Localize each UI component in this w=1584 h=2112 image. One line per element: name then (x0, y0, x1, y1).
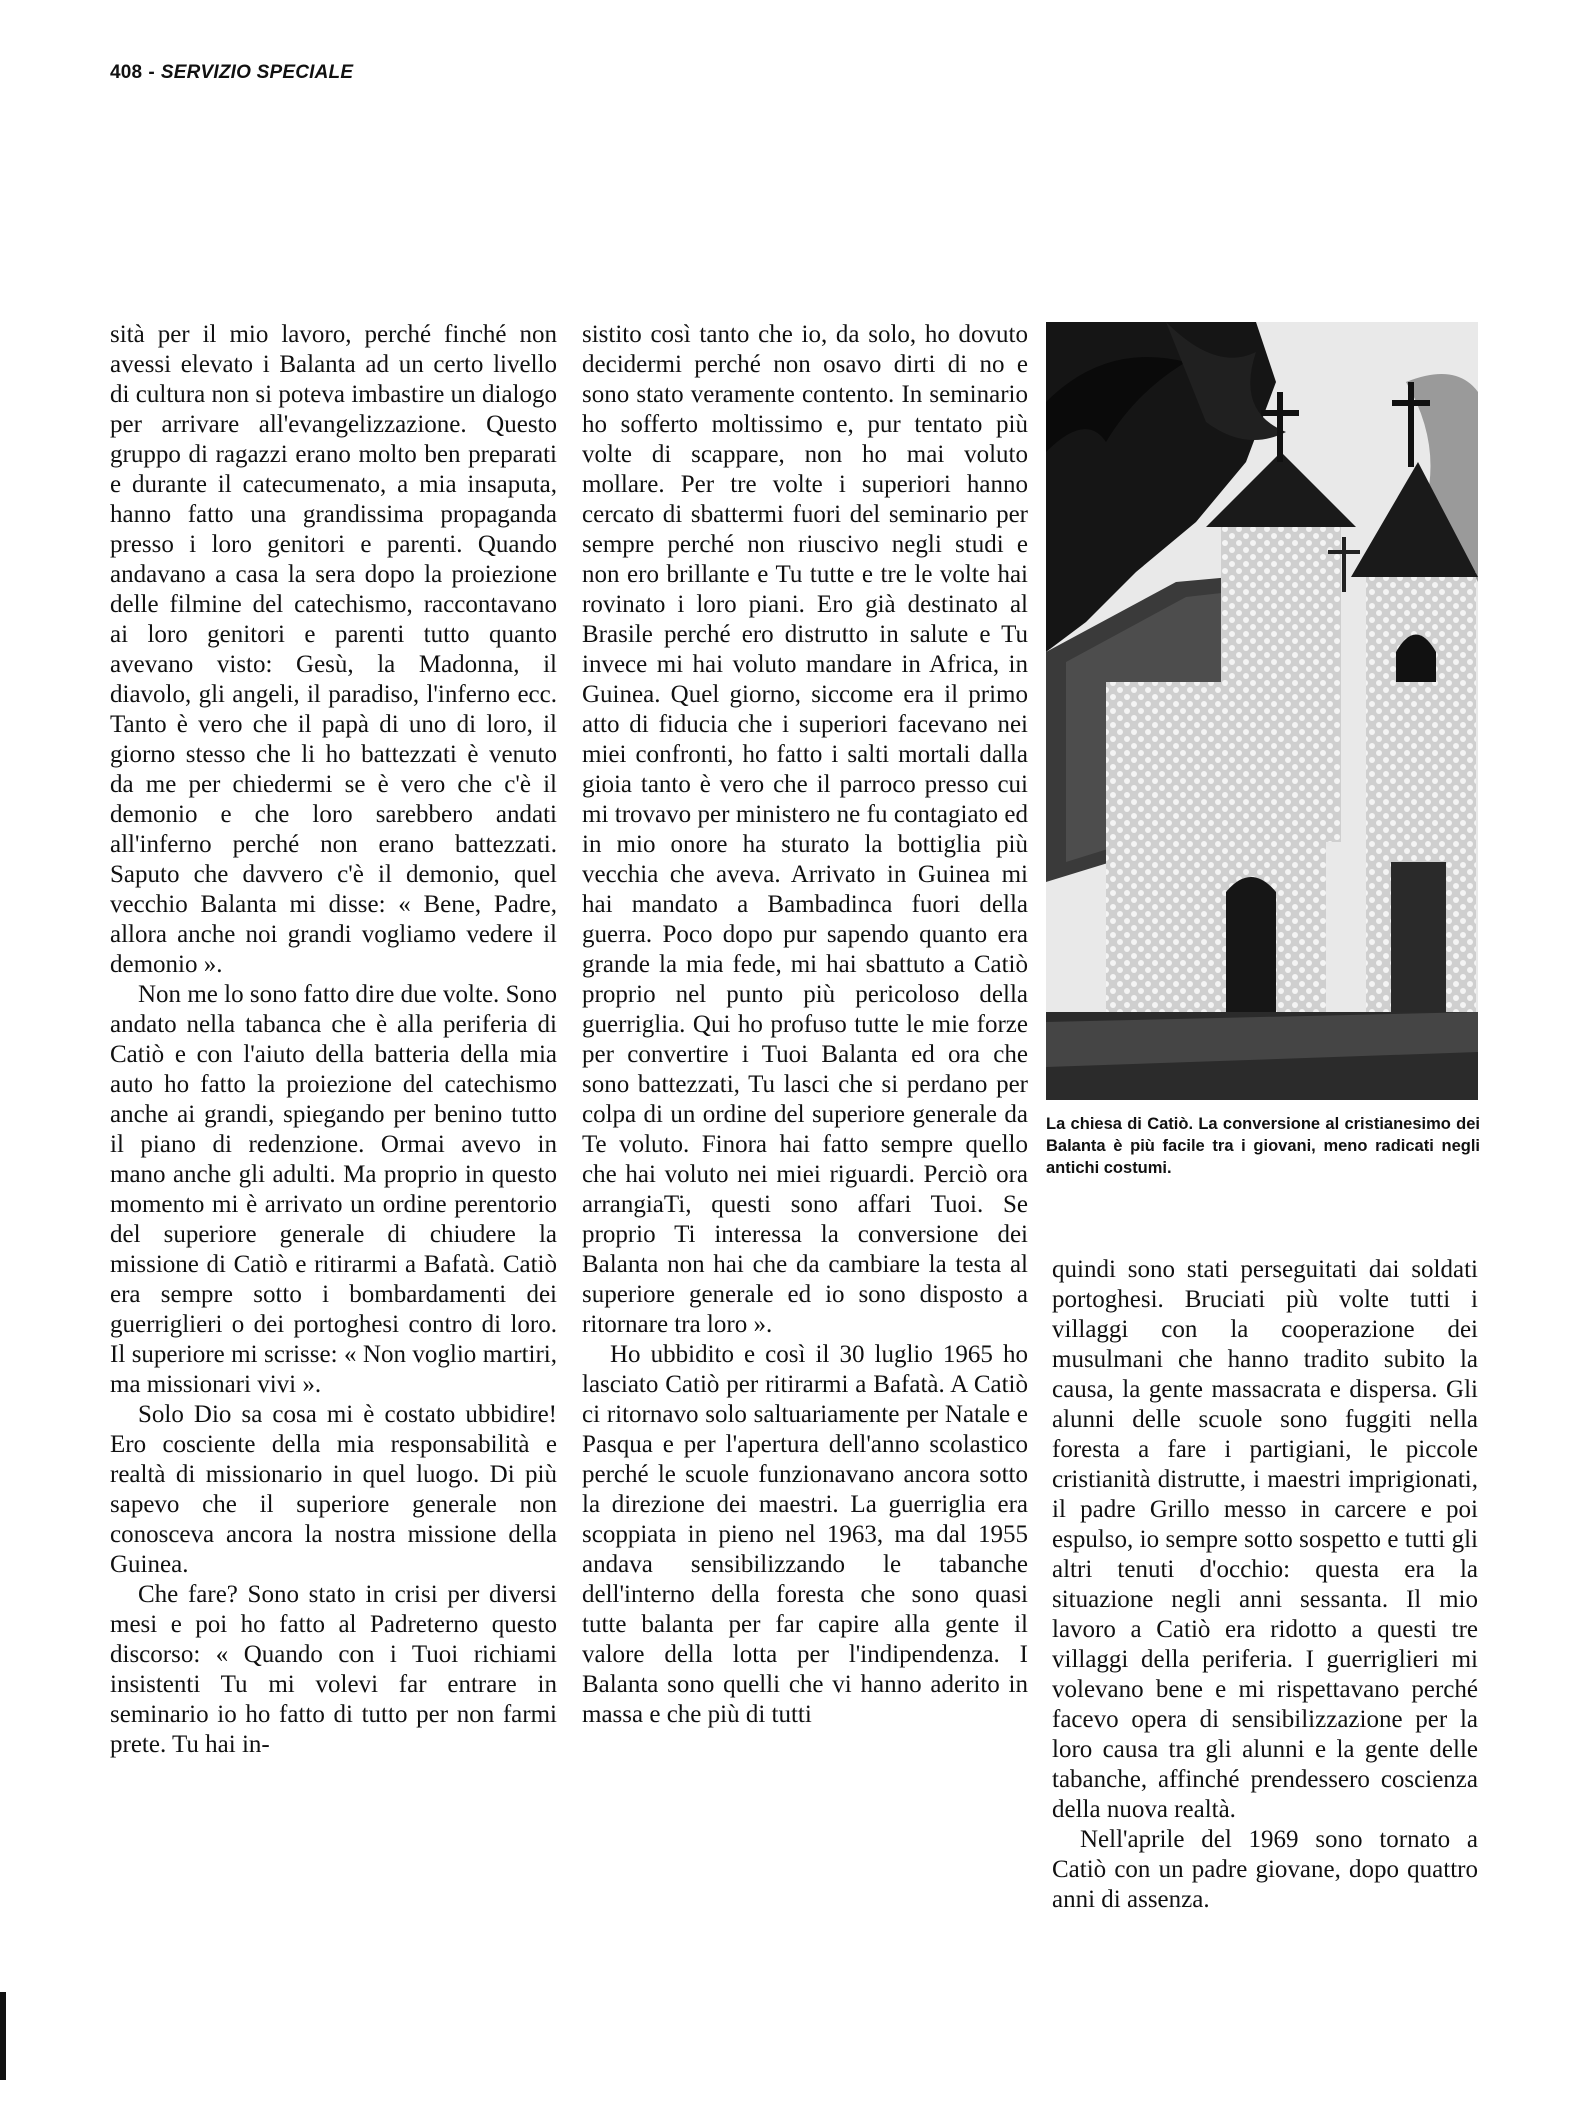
paragraph: Che fare? Sono stato in crisi per diversi mesi e poi ho fatto al Padreterno questo discorso: « Quando con i Tuoi richiami insistenti Tu mi volevi far entrare in seminario io ho fatto di tutto per non farmi prete. Tu hai in- (110, 1581, 557, 1758)
church-photo (1046, 322, 1478, 1100)
page-number: 408 (110, 62, 143, 83)
paragraph: Solo Dio sa cosa mi è costato ubbidire! Ero cosciente della mia responsabilità e realtà di missionario in quel luogo. Di più sapevo che il superiore generale non conosceva ancora la nostra missione della Guinea. (110, 1401, 557, 1578)
header-separator: - (148, 62, 155, 83)
text-column-2 (582, 320, 1028, 1730)
text-column-1 (110, 320, 557, 1760)
paragraph: quindi sono stati perseguitati dai soldati portoghesi. Bruciati più volte tutti i villaggi con la cooperazione dei musulmani che hanno tradito subito la causa, la gente massacrata e dispersa. Gli alunni delle scuole sono fuggiti nella foresta a fare i partigiani, le piccole cristianità distrutte, i maestri imprigionati, il padre Grillo messo in carcere e poi espulso, io sempre sotto sospetto e tutti gli altri tenuti d'occhio: questa era la situazione negli anni sessanta. Il mio lavoro a Catiò era ridotto a questi tre villaggi della periferia. I guerriglieri mi volevano bene e mi rispettavano perché facevo opera di sensibilizzazione per la loro causa tra gli alunni e la gente delle tabanche, affinché prendessero coscienza della nuova realtà. (1052, 1256, 1478, 1823)
paragraph: Non me lo sono fatto dire due volte. Sono andato nella tabanca che è alla periferia di Catiò e con l'aiuto della batteria della mia auto ho fatto la proiezione del catechismo anche ai grandi, spiegando per benino tutto il piano di redenzione. Ormai avevo in mano anche gli adulti. Ma proprio in questo momento mi è arrivato un ordine perentorio del superiore generale di chiudere la missione di Catiò e ritirarmi a Bafatà. Catiò era sempre sotto i bombardamenti dei guerriglieri o dei portoghesi contro di loro. Il superiore mi scrisse: « Non voglio martiri, ma missionari vivi ». (110, 981, 557, 1398)
paragraph: Nell'aprile del 1969 sono tornato a Catiò con un padre giovane, dopo quattro anni di assenza. (1052, 1826, 1478, 1913)
paragraph: sistito così tanto che io, da solo, ho dovuto decidermi perché non osavo dirti di no e sono stato veramente contento. In seminario ho sofferto moltissimo e, pur tentato più volte di scappare, non ho mai voluto mollare. Per tre volte i superiori hanno cercato di sbattermi fuori del seminario per sempre perché non riuscivo negli studi e non ero brillante e Tu tutte e tre le volte hai rovinato i loro piani. Ero già destinato al Brasile perché ero distrutto in salute e Tu invece mi hai voluto mandare in Africa, in Guinea. Quel giorno, siccome era il primo atto di fiducia che i superiori facevano nei miei confronti, ho fatto i salti mortali dalla gioia tanto è vero che il parroco presso cui mi trovavo per ministero ne fu contagiato ed in mio onore ha sturato la bottiglia più vecchia che aveva. Arrivato in Guinea mi hai mandato a Bambadinca fuori della guerra. Poco dopo pur sapendo quanto era grande la mia fede, mi hai sbattuto a Catiò proprio nel punto più pericoloso della guerriglia. Qui ho profuso tutte le mie forze per convertire i Tuoi Balanta ed ora che sono battezzati, Tu lasci che si perdano per colpa di un ordine del superiore generale da Te voluto. Finora hai fatto sempre quello che hai voluto nei miei riguardi. Perciò ora arrangiaTi, questi sono affari Tuoi. Se proprio Ti interessa la conversione dei Balanta non hai che da cambiare la testa al superiore generale ed io sono disposto a ritornare tra loro ». (582, 321, 1028, 1338)
paragraph: Ho ubbidito e così il 30 luglio 1965 ho lasciato Catiò per ritirarmi a Bafatà. A Catiò ci ritornavo solo saltuariamente per Natale e Pasqua e per l'apertura dell'anno scolastico perché le scuole funzionavano ancora sotto la direzione dei maestri. La guerriglia era scoppiata in pieno nel 1963, ma dal 1955 andava sensibilizzando le tabanche dell'interno della foresta che sono quasi tutte balanta per far capire alla gente il valore della lotta per l'indipendenza. I Balanta sono quelli che vi hanno aderito in massa e che più di tutti (582, 1341, 1028, 1728)
text-column-3 (1052, 1255, 1478, 1915)
paragraph: sità per il mio lavoro, perché finché non avessi elevato i Balanta ad un certo livello di cultura non si poteva imbastire un dialogo per arrivare all'evangelizzazione. Questo gruppo di ragazzi erano molto ben preparati e durante il catecumenato, a mia insaputa, hanno fatto una grandissima propaganda presso i loro genitori e parenti. Quando andavano a casa la sera dopo la proiezione delle filmine del catechismo, raccontavano ai loro genitori e parenti tutto quanto avevano visto: Gesù, la Madonna, il diavolo, gli angeli, il paradiso, l'inferno ecc. Tanto è vero che il papà di uno di loro, il giorno stesso che li ho battezzati è venuto da me per chiedermi se è vero che c'è il demonio e che loro sarebbero andati all'inferno perché non erano battezzati. Saputo che davvero c'è il demonio, quel vecchio Balanta mi disse: « Bene, Padre, allora anche noi grandi vogliamo vedere il demonio ». (110, 321, 557, 978)
church-illustration (1046, 322, 1478, 1100)
running-header (110, 62, 353, 84)
section-title: SERVIZIO SPECIALE (160, 62, 354, 83)
photo-caption: La chiesa di Catiò. La conversione al cristianesimo dei Balanta è più facile tra i giovani, meno radicati negli antichi costumi. (1046, 1115, 1480, 1177)
scan-edge-mark (0, 1992, 6, 2080)
